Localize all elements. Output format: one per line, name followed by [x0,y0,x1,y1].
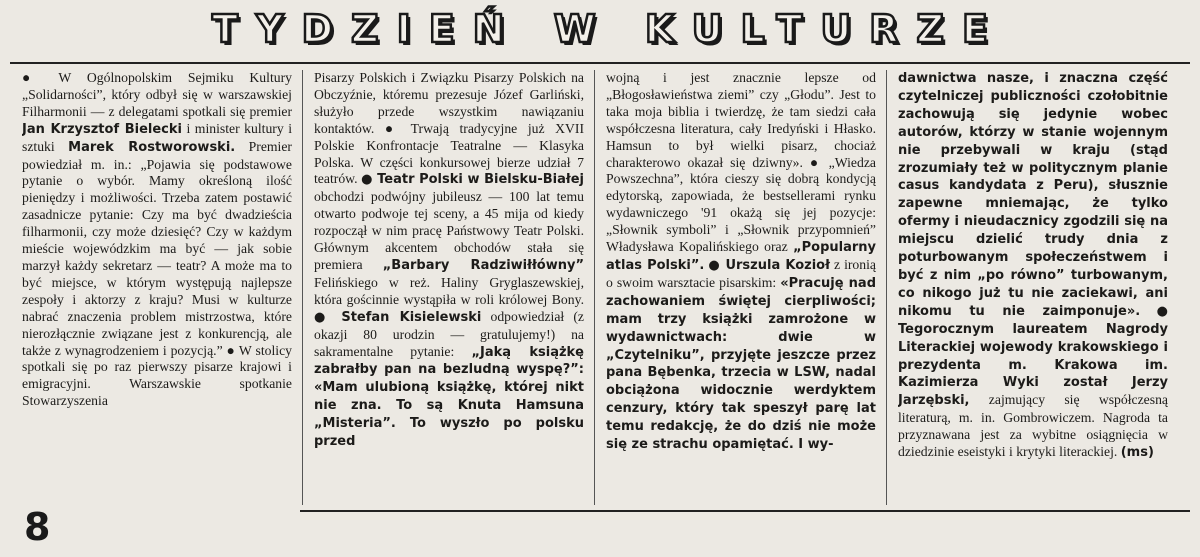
text-run: Premier powiedział m. in.: „Pojawia się podstawowe pytanie o wybór. Mamy określoną ilość pieniędzy i możliwości. Trzeba zatem postawić zasadnicze pytanie: Czy ma być dwadzieścia filharmonii, czy może dziesięć? Czy w każdym mieście wojewódzkim ma być — jak sobie marzył każdy sekretarz — teatr? A może ma to być miejsce, w którym występują najlepsze zespoły i aktorzy z kraju? Musi w kulturze nabrać znaczenia problem mistrzostwa, które nierozłącznie związane jest z konkurencją, ale także z wynagrodzeniem i pozycją.” ● W stolicy spotkali się po raz pierwszy pisarze krajowi i emigracyjni. Warszawskie spotkanie Stowarzyszenia [22,138,292,409]
top-rule [10,62,1190,64]
column-text [898,70,1168,462]
person-name: ● Urszula Kozioł [708,257,830,273]
section-title: TYDZIEŃ W KULTURZE [212,7,1006,51]
article-column-2 [314,70,584,510]
highlight-text: „Barbary Radziwiłłówny” [382,257,584,273]
article-column-3 [606,70,876,510]
text-run: odpowiedział (z okazji 80 urodzin — gratulujemy!) na sakramentalne pytanie: [314,308,584,359]
text-run: ● W Ogólnopolskim Sejmiku Kultury „Solidarności”, który odbył się w warszawskiej Filharmonii — z delegatami spotkali się premier [22,70,292,119]
column-text [22,70,292,410]
highlight-text: ● Tegorocznym laureatem Nagrody Literackiej wojewody krakowskiego i prezydenta m. Krakowa im. Kazimierza Wyki został [898,303,1168,391]
text-run: obchodzi podwójny jubileusz — 100 lat temu otwarto podwoje tej sceny, a 45 mija od kiedy rozpoczął w nim pracę Państwowy Teatr Polski. Głównym akcentem obchodów stała się premiera [314,189,584,272]
column-separator [594,70,595,505]
person-name: Jan Krzysztof Bielecki [22,121,182,137]
text-run: i minister kultury i sztuki [22,120,292,154]
page-number: 8 [24,505,51,549]
column-text [606,70,876,454]
column-separator [302,70,303,505]
article-column-1 [22,70,292,510]
text-run: wojną i jest znacznie lepsze od „Błogosławieństwa ziemi” czy „Głodu”. Jest to taka moja biblia i twierdzę, że tam siedzi cała współczesna literatura, cały Iredyński i Hłasko. Hamsun to był wielki pisarz, chociaż charakterowo okazał się dziwny». ● „Wiedza Powszechna”, która cieszy się dobrą kondycją edytorską, zapowiada, że bestsellerami rynku wydawniczego '91 okażą się jej pozycje: „Słownik symboli” i „Słownik przypomnień” Władysława Kopalińskiego oraz [606,70,876,255]
quote-text: «Pracuję nad zachowaniem świętej cierpliwości; mam trzy książki zamrożone w wydawnictwach: dwie w „Czytelniku”, przyjęte jeszcze przez pana Bębenka, trzecia w LSW, nadal obciążona widocznie werdyktem cenzury, który tak speszył parę lat temu redakcję, że do dziś nie może się ze strachu opamiętać. I wy- [606,275,876,453]
text-run: z ironią o swoim warsztacie pisarskim: [606,256,876,290]
article-column-4 [898,70,1168,510]
column-separator [886,70,887,505]
highlight-text: „Popularny atlas Polski”. [606,240,876,273]
person-name: Jerzy Jarzębski, [898,375,1168,409]
text-run: zajmujący się współczesną literaturą, m. in. Gombrowiczem. Nagroda ta przyznawana jest za wybitne osiągnięcia w dziedzinie eseistyki i krytyki literackiej. [898,392,1168,460]
person-name: Marek Rostworowski. [68,139,236,155]
quote-text: „Jaką książkę zabrałby pan na bezludną wyspę?”: «Mam ulubioną książkę, której nikt nie zna. To są Knuta Hamsuna „Misteria”. To wyszło po polsku przed [314,344,584,450]
bottom-rule [300,510,1190,512]
text-run [1140,303,1156,318]
person-name: ● Stefan Kisielewski [314,309,482,325]
text-run: Felińskiego w reż. Haliny Gryglaszewskiej, która gościnnie wystąpiła w roli królowej Bony. [314,274,584,307]
masthead [0,0,1200,58]
text-run: Pisarzy Polskich i Związku Pisarzy Polskich na Obczyźnie, któremu prezesuje Józef Garliński, służyło przede wszystkim nawiązaniu kontaktów. ● Trwają tradycyjne już XVII Polskie Konfrontacje Teatralne — Klasyka Polska. W części konkursowej bierze udział 7 teatrów. [314,70,584,187]
quote-text: dawnictwa nasze, i znaczna część czytelniczej publiczności czołobitnie zachowują się jedynie wobec autorów, którzy w stanie wojennym nie przebywali w kraju (stąd zrozumiały też w politycznym planie casus kandydata z Peru), słusznie zapewne mniemając, że tylko ofermy i nieudacznicy zgodzili się na miejscu dzielić trudy dnia z poturbowanym społeczeństwem i być z nim „po równo” turbowanym, co nikogo już tu nie zaciekawi, ani nikomu tu nie zaimponuje». [898,71,1168,319]
author-signature: (ms) [1120,445,1154,461]
highlight-text: ● Teatr Polski w Bielsku-Białej [361,172,584,188]
column-text [314,70,584,451]
